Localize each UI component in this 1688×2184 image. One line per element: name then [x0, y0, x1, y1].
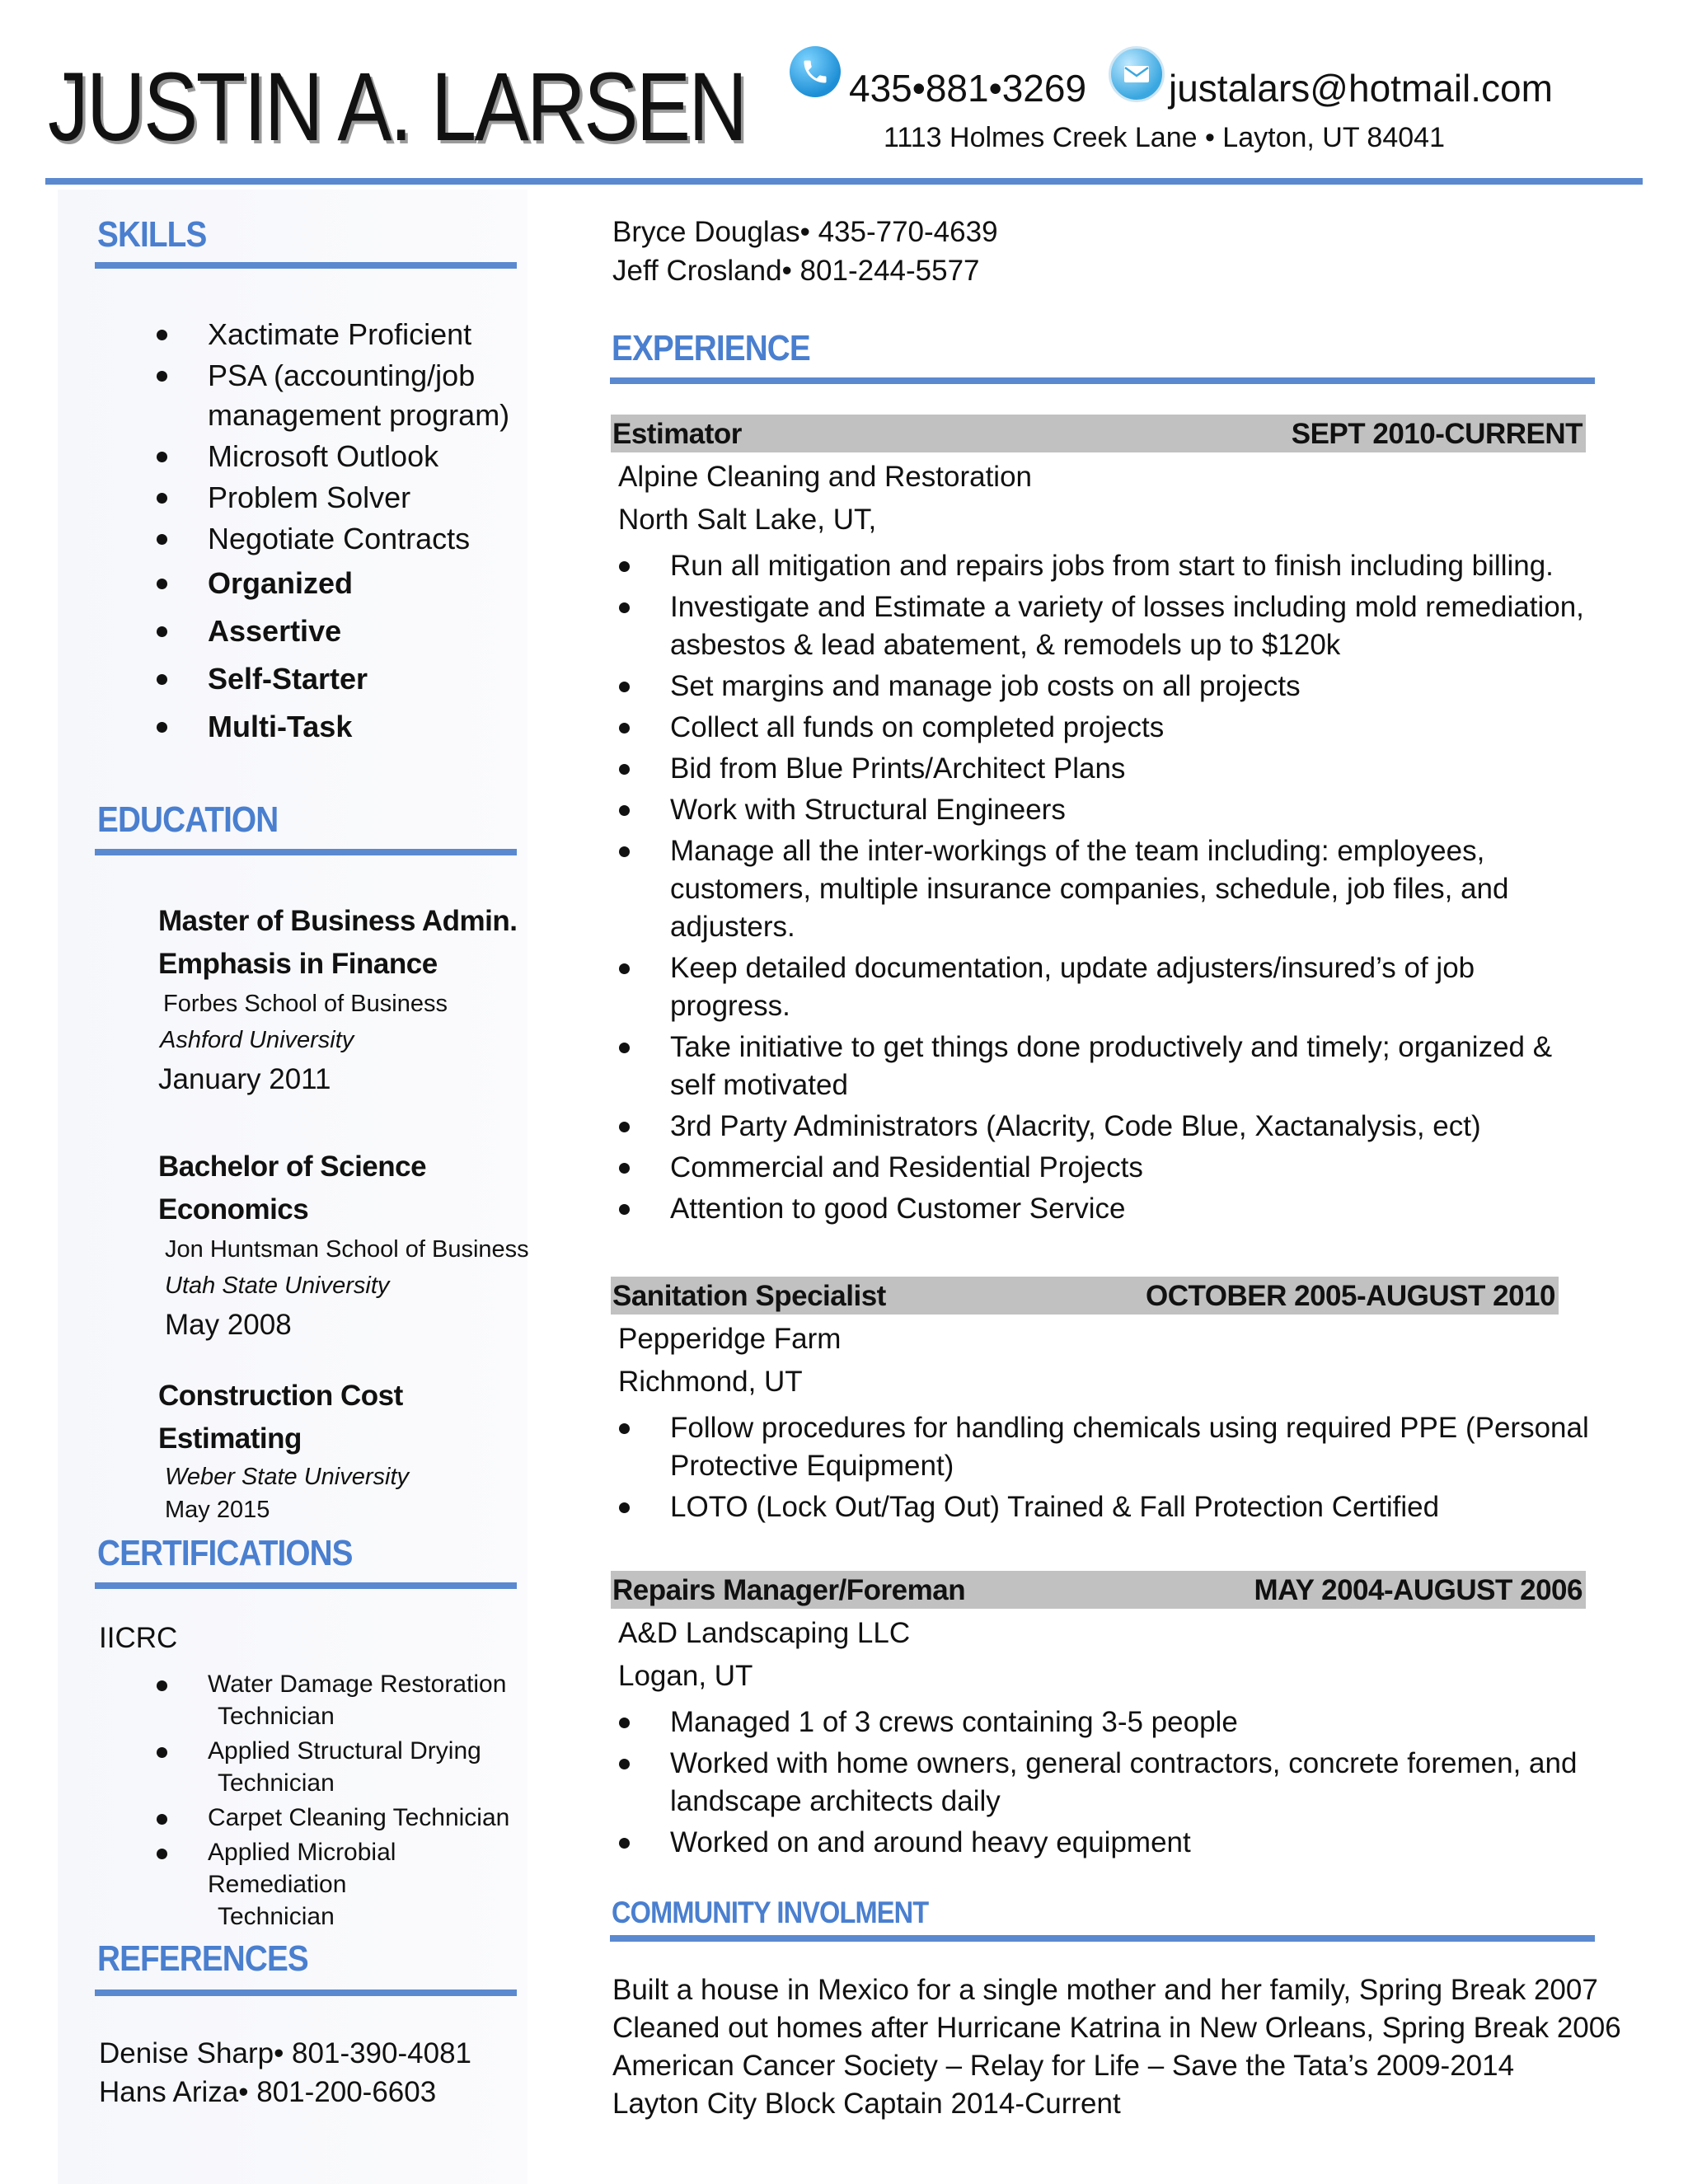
job-duties: [611, 1704, 1600, 1865]
list-item: Multi-Task: [148, 707, 536, 747]
list-item: LOTO (Lock Out/Tag Out) Trained & Fall Protection Certified: [611, 1488, 1600, 1526]
list-item: Manage all the inter-workings of the team including: employees, customers, multiple insurance companies, schedule, job files, and adjusters.: [611, 832, 1600, 946]
list-item: Keep detailed documentation, update adjusters/insured’s of job progress.: [611, 949, 1600, 1025]
list-item: Xactimate Proficient: [148, 315, 536, 354]
degree-emphasis: Emphasis in Finance: [158, 948, 438, 980]
job-dates: OCTOBER 2005-AUGUST 2010: [1146, 1280, 1555, 1312]
email-address[interactable]: justalars@hotmail.com: [1169, 67, 1553, 110]
experience-rule: [610, 377, 1595, 384]
graduation-date: May 2008: [165, 1309, 292, 1341]
list-item: Negotiate Contracts: [148, 519, 536, 559]
job-dates: MAY 2004-AUGUST 2006: [1254, 1574, 1582, 1606]
degree-title: Master of Business Admin.: [158, 905, 518, 937]
reference-contact: Denise Sharp• 801-390-4081: [99, 2037, 472, 2069]
candidate-name: JUSTIN A. LARSEN: [48, 53, 746, 162]
job-duties: [611, 547, 1600, 1231]
references-heading: REFERENCES: [97, 1938, 308, 1979]
list-item: PSA (accounting/job management program): [148, 356, 536, 435]
degree-title: Construction Cost Estimating: [158, 1380, 403, 1455]
list-item: Problem Solver: [148, 478, 536, 518]
company-name: Alpine Cleaning and Restoration: [618, 461, 1032, 493]
school-name: Jon Huntsman School of Business: [165, 1236, 529, 1263]
list-item: Attention to good Customer Service: [611, 1190, 1600, 1228]
graduation-date: May 2015: [165, 1497, 270, 1523]
education-rule: [95, 849, 517, 855]
list-item: Microsoft Outlook: [148, 437, 536, 476]
company-location: Richmond, UT: [618, 1366, 803, 1398]
list-item: Bid from Blue Prints/Architect Plans: [611, 750, 1600, 788]
list-item: Applied Microbial Remediation Technician: [148, 1836, 528, 1933]
reference-contact: Hans Ariza• 801-200-6603: [99, 2076, 437, 2108]
list-item: Run all mitigation and repairs jobs from start to finish including billing.: [611, 547, 1600, 585]
job-header: [611, 1571, 1586, 1609]
list-item: Layton City Block Captain 2014-Current: [612, 2088, 1121, 2120]
list-item: Cleaned out homes after Hurricane Katrina in New Orleans, Spring Break 2006: [612, 2012, 1621, 2044]
school-name: Forbes School of Business: [163, 991, 448, 1017]
header-rule: [45, 178, 1643, 185]
skills-rule: [95, 262, 517, 269]
education-entry: [158, 900, 529, 1101]
company-location: Logan, UT: [618, 1660, 753, 1692]
certifications-rule: [95, 1582, 517, 1589]
experience-heading: EXPERIENCE: [612, 328, 810, 368]
certifications-heading: CERTIFICATIONS: [97, 1533, 353, 1573]
degree-title: Bachelor of Science: [158, 1151, 427, 1183]
community-rule: [610, 1935, 1595, 1942]
job-header: [611, 415, 1586, 452]
list-item: Follow procedures for handling chemicals using required PPE (Personal Protective Equipment): [611, 1409, 1600, 1485]
list-item: Take initiative to get things done productively and timely; organized & self motivated: [611, 1029, 1600, 1104]
list-item: Collect all funds on completed projects: [611, 709, 1600, 747]
list-item: Organized: [148, 564, 536, 603]
company-name: Pepperidge Farm: [618, 1323, 842, 1355]
company-location: North Salt Lake, UT,: [618, 504, 877, 536]
list-item: 3rd Party Administrators (Alacrity, Code Blue, Xactanalysis, ect): [611, 1108, 1600, 1146]
graduation-date: January 2011: [158, 1063, 331, 1095]
job-header: [611, 1277, 1559, 1315]
reference-contact: Jeff Crosland• 801-244-5577: [612, 255, 980, 287]
skills-list: [148, 315, 536, 755]
certifying-organization: IICRC: [99, 1622, 178, 1654]
list-item: Managed 1 of 3 crews containing 3-5 people: [611, 1704, 1600, 1741]
university-name: Weber State University: [165, 1464, 410, 1490]
skills-heading: SKILLS: [97, 214, 207, 255]
job-title: Estimator: [612, 418, 742, 450]
university-name: Ashford University: [160, 1027, 354, 1053]
phone-number: 435•881•3269: [849, 67, 1087, 110]
job-title: Repairs Manager/Foreman: [612, 1574, 966, 1606]
list-item: Carpet Cleaning Technician: [148, 1802, 528, 1834]
mail-icon: [1109, 46, 1165, 102]
education-entry: [158, 1146, 529, 1347]
list-item: Set margins and manage job costs on all projects: [611, 668, 1600, 705]
references-rule: [95, 1990, 517, 1996]
education-heading: EDUCATION: [97, 799, 279, 840]
list-item: Water Damage Restoration Technician: [148, 1668, 528, 1732]
education-entry: [158, 1375, 529, 1526]
community-heading: COMMUNITY INVOLMENT: [612, 1896, 929, 1929]
list-item: Applied Structural Drying Technician: [148, 1735, 528, 1799]
community-list: [612, 1971, 1621, 2123]
list-item: American Cancer Society – Relay for Life – Save the Tata’s 2009-2014: [612, 2050, 1515, 2082]
list-item: Commercial and Residential Projects: [611, 1149, 1600, 1187]
list-item: Built a house in Mexico for a single mother and her family, Spring Break 2007: [612, 1974, 1598, 2006]
degree-emphasis: Economics: [158, 1193, 309, 1226]
phone-icon: [790, 46, 841, 97]
list-item: Worked on and around heavy equipment: [611, 1824, 1600, 1862]
job-title: Sanitation Specialist: [612, 1280, 886, 1312]
job-dates: SEPT 2010-CURRENT: [1291, 418, 1582, 450]
university-name: Utah State University: [165, 1272, 390, 1299]
list-item: Work with Structural Engineers: [611, 791, 1600, 829]
home-address: 1113 Holmes Creek Lane • Layton, UT 84041: [884, 122, 1445, 153]
reference-contact: Bryce Douglas• 435-770-4639: [612, 216, 998, 248]
company-name: A&D Landscaping LLC: [618, 1617, 911, 1649]
job-duties: [611, 1409, 1600, 1530]
list-item: Self-Starter: [148, 659, 536, 699]
certifications-list: [148, 1668, 528, 1935]
list-item: Investigate and Estimate a variety of losses including mold remediation, asbestos & lead abatement, & remodels up to $120k: [611, 588, 1600, 664]
list-item: Assertive: [148, 612, 536, 651]
list-item: Worked with home owners, general contractors, concrete foremen, and landscape architects daily: [611, 1745, 1600, 1821]
